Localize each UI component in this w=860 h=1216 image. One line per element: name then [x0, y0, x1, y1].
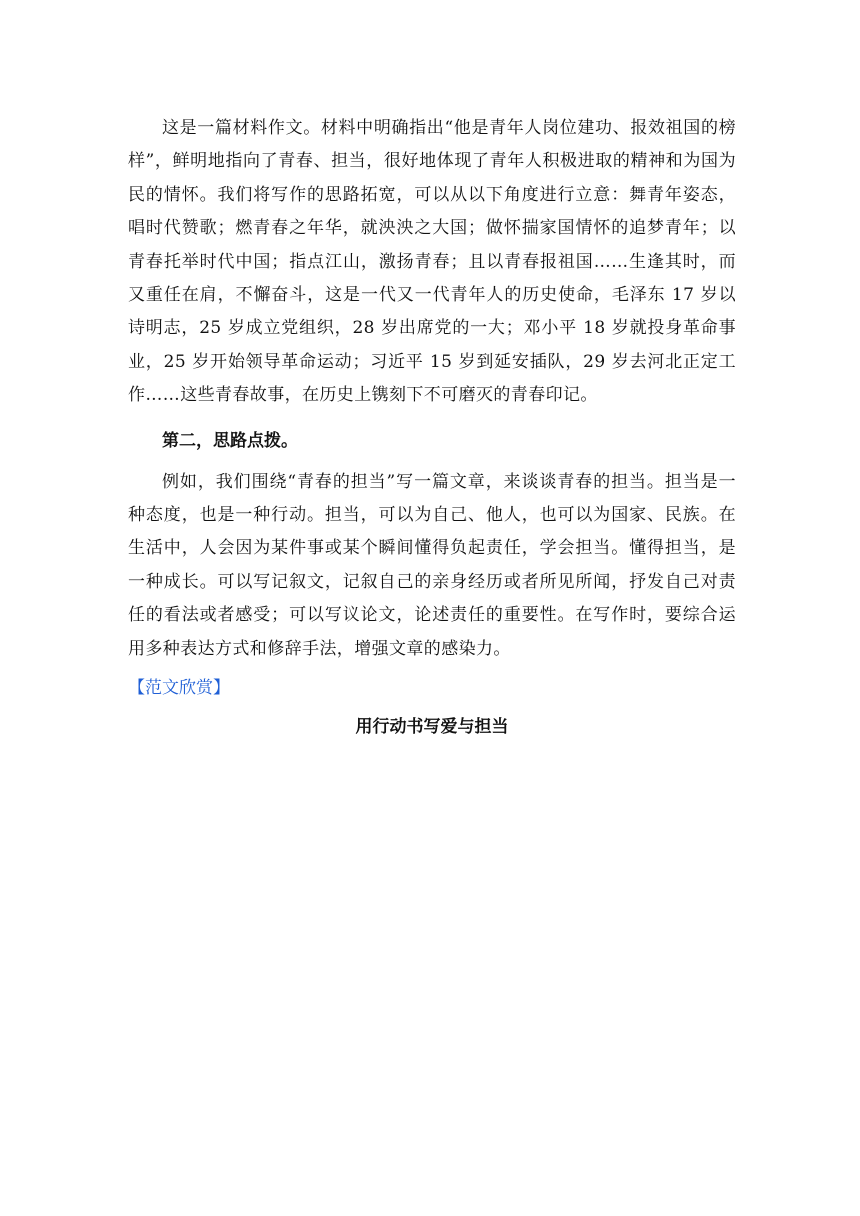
essay-title: 用行动书写爱与担当: [355, 717, 509, 738]
intro-paragraph: 这是一篇材料作文。材料中明确指出“他是青年人岗位建功、报效祖国的榜样”，鲜明地指向了青春、担当，很好地体现了青年人积极进取的精神和为国为民的情怀。我们将写作的思路拓宽，可以从以下角度进行立意：舞青年姿态，唱时代赞歌；燃青春之年华，就泱泱之大国；做怀揣家国情怀的追梦青年；以青春托举时代中国；指点江山，激扬青春；且以青春报祖国……生逢其时，而又重任在肩，不懈奋斗，这是一代又一代青年人的历史使命，毛泽东 17 岁以诗明志，25 岁成立党组织，28 岁出席党的一大；邓小平 18 岁就投身革命事业，25 岁开始领导革命运动；习近平 15 岁到延安插队，29 岁去河北正定工作……这些青春故事，在历史上镌刻下不可磨灭的青春印记。: [128, 118, 736, 406]
guidance-paragraph: 例如，我们围绕“青春的担当”写一篇文章，来谈谈青春的担当。担当是一种态度，也是一种行动。担当，可以为自己、他人，也可以为国家、民族。在生活中，人会因为某件事或某个瞬间懂得负起责任，学会担当。懂得担当，是一种成长。可以写记叙文，记叙自己的亲身经历或者所见所闻，抒发自己对责任的看法或者感受；可以写议论文，论述责任的重要性。在写作时，要综合运用多种表达方式和修辞手法，增强文章的感染力。: [128, 471, 736, 659]
document-page: [128, 112, 736, 744]
model-essay-label: 【范文欣赏】: [128, 678, 230, 699]
section-heading-thinking-guidance: 第二，思路点拨。: [162, 430, 298, 451]
